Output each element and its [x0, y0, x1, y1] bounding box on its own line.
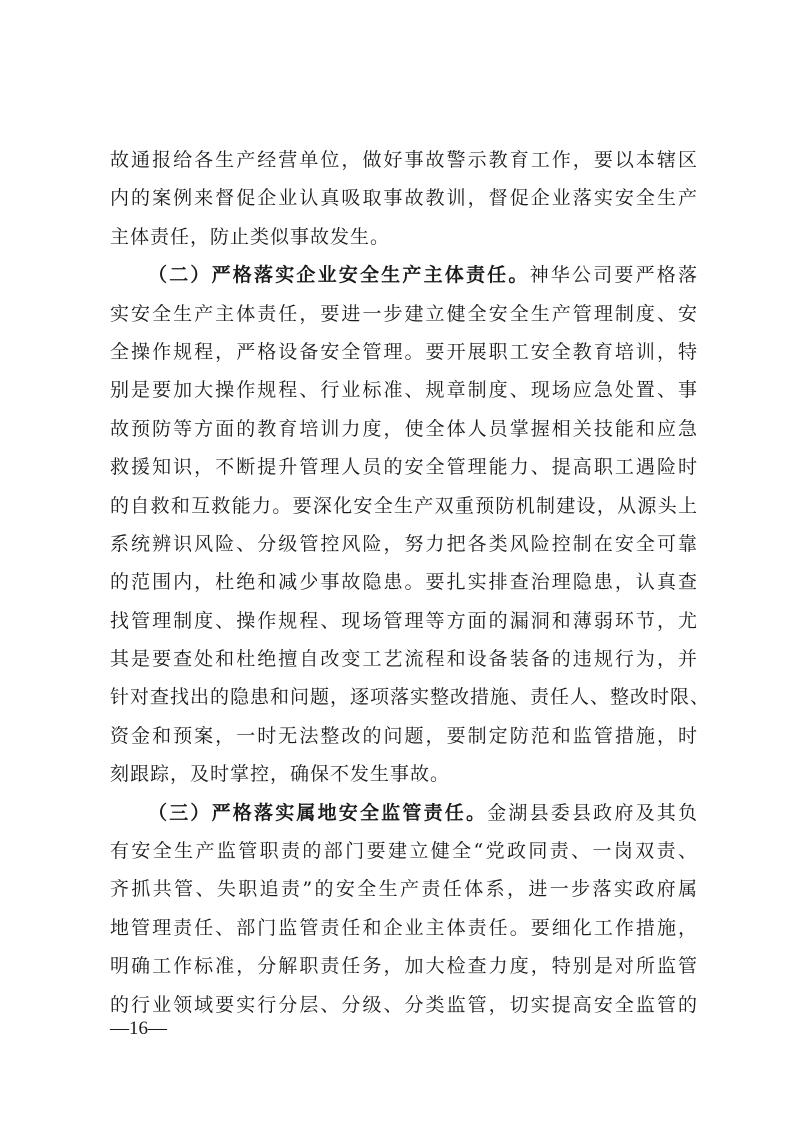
paragraph-2 [110, 256, 711, 793]
text-line: 故通报给各生产经营单位，做好事故警示教育工作，要以本辖区 [110, 149, 698, 171]
paragraph-1 [110, 141, 698, 256]
text-line: 其是要查处和杜绝擅自改变工艺流程和设备装备的违规行为，并 [110, 648, 698, 671]
text-line: 内的案例来督促企业认真吸取事故教训，督促企业落实安全生产 [110, 187, 698, 210]
text-line: 的自救和互救能力。要深化安全生产双重预防机制建设，从源头上 [110, 494, 698, 517]
text-line: 实安全生产主体责任，要进一步建立健全安全生产管理制度、安 [110, 302, 698, 325]
text-line: 的行业领域要实行分层、分级、分类监管，切实提高安全监管的 [110, 993, 698, 1016]
text-line: 针对查找出的隐患和问题，逐项落实整改措施、责任人、整改时限、 [110, 686, 711, 709]
text-line: 主体责任，防止类似事故发生。 [110, 225, 391, 248]
text-line: 有安全生产监管职责的部门要建立健全“党政同责、一岗双责、 [110, 840, 698, 863]
text-line: 资金和预案，一时无法整改的问题，要制定防范和监管措施，时 [110, 724, 698, 747]
page-number: —16— [110, 1018, 167, 1039]
section-heading: （二）严格落实企业安全生产主体责任。 [148, 264, 530, 287]
section-heading: （三）严格落实属地安全监管责任。 [148, 801, 488, 824]
text-line: 明确工作标准，分解职责任务，加大检查力度，特别是对所监管 [110, 955, 698, 978]
text-run: 金湖县委县政府及其负 [487, 801, 698, 824]
document-body [110, 141, 711, 1024]
paragraph-first-line [110, 794, 698, 832]
paragraph-3 [110, 794, 698, 1024]
text-line: 地管理责任、部门监管责任和企业主体责任。要细化工作措施， [110, 916, 698, 939]
text-line: 别是要加大操作规程、行业标准、规章制度、现场应急处置、事 [110, 379, 698, 402]
text-run: 神华公司要严格落 [529, 264, 698, 287]
text-line: 救援知识，不断提升管理人员的安全管理能力、提高职工遇险时 [110, 456, 698, 479]
text-line: 找管理制度、操作规程、现场管理等方面的漏洞和薄弱环节，尤 [110, 609, 698, 632]
text-line: 刻跟踪，及时掌控，确保不发生事故。 [110, 763, 451, 786]
text-line: 齐抓共管、失职追责”的安全生产责任体系，进一步落实政府属 [110, 878, 698, 901]
text-line: 故预防等方面的教育培训力度，使全体人员掌握相关技能和应急 [110, 417, 698, 440]
text-line: 全操作规程，严格设备安全管理。要开展职工安全教育培训，特 [110, 340, 698, 363]
text-line: 系统辨识风险、分级管控风险，努力把各类风险控制在安全可靠 [110, 532, 698, 555]
paragraph-first-line [110, 256, 698, 294]
text-line: 的范围内，杜绝和减少事故隐患。要扎实排查治理隐患，认真查 [110, 571, 698, 594]
